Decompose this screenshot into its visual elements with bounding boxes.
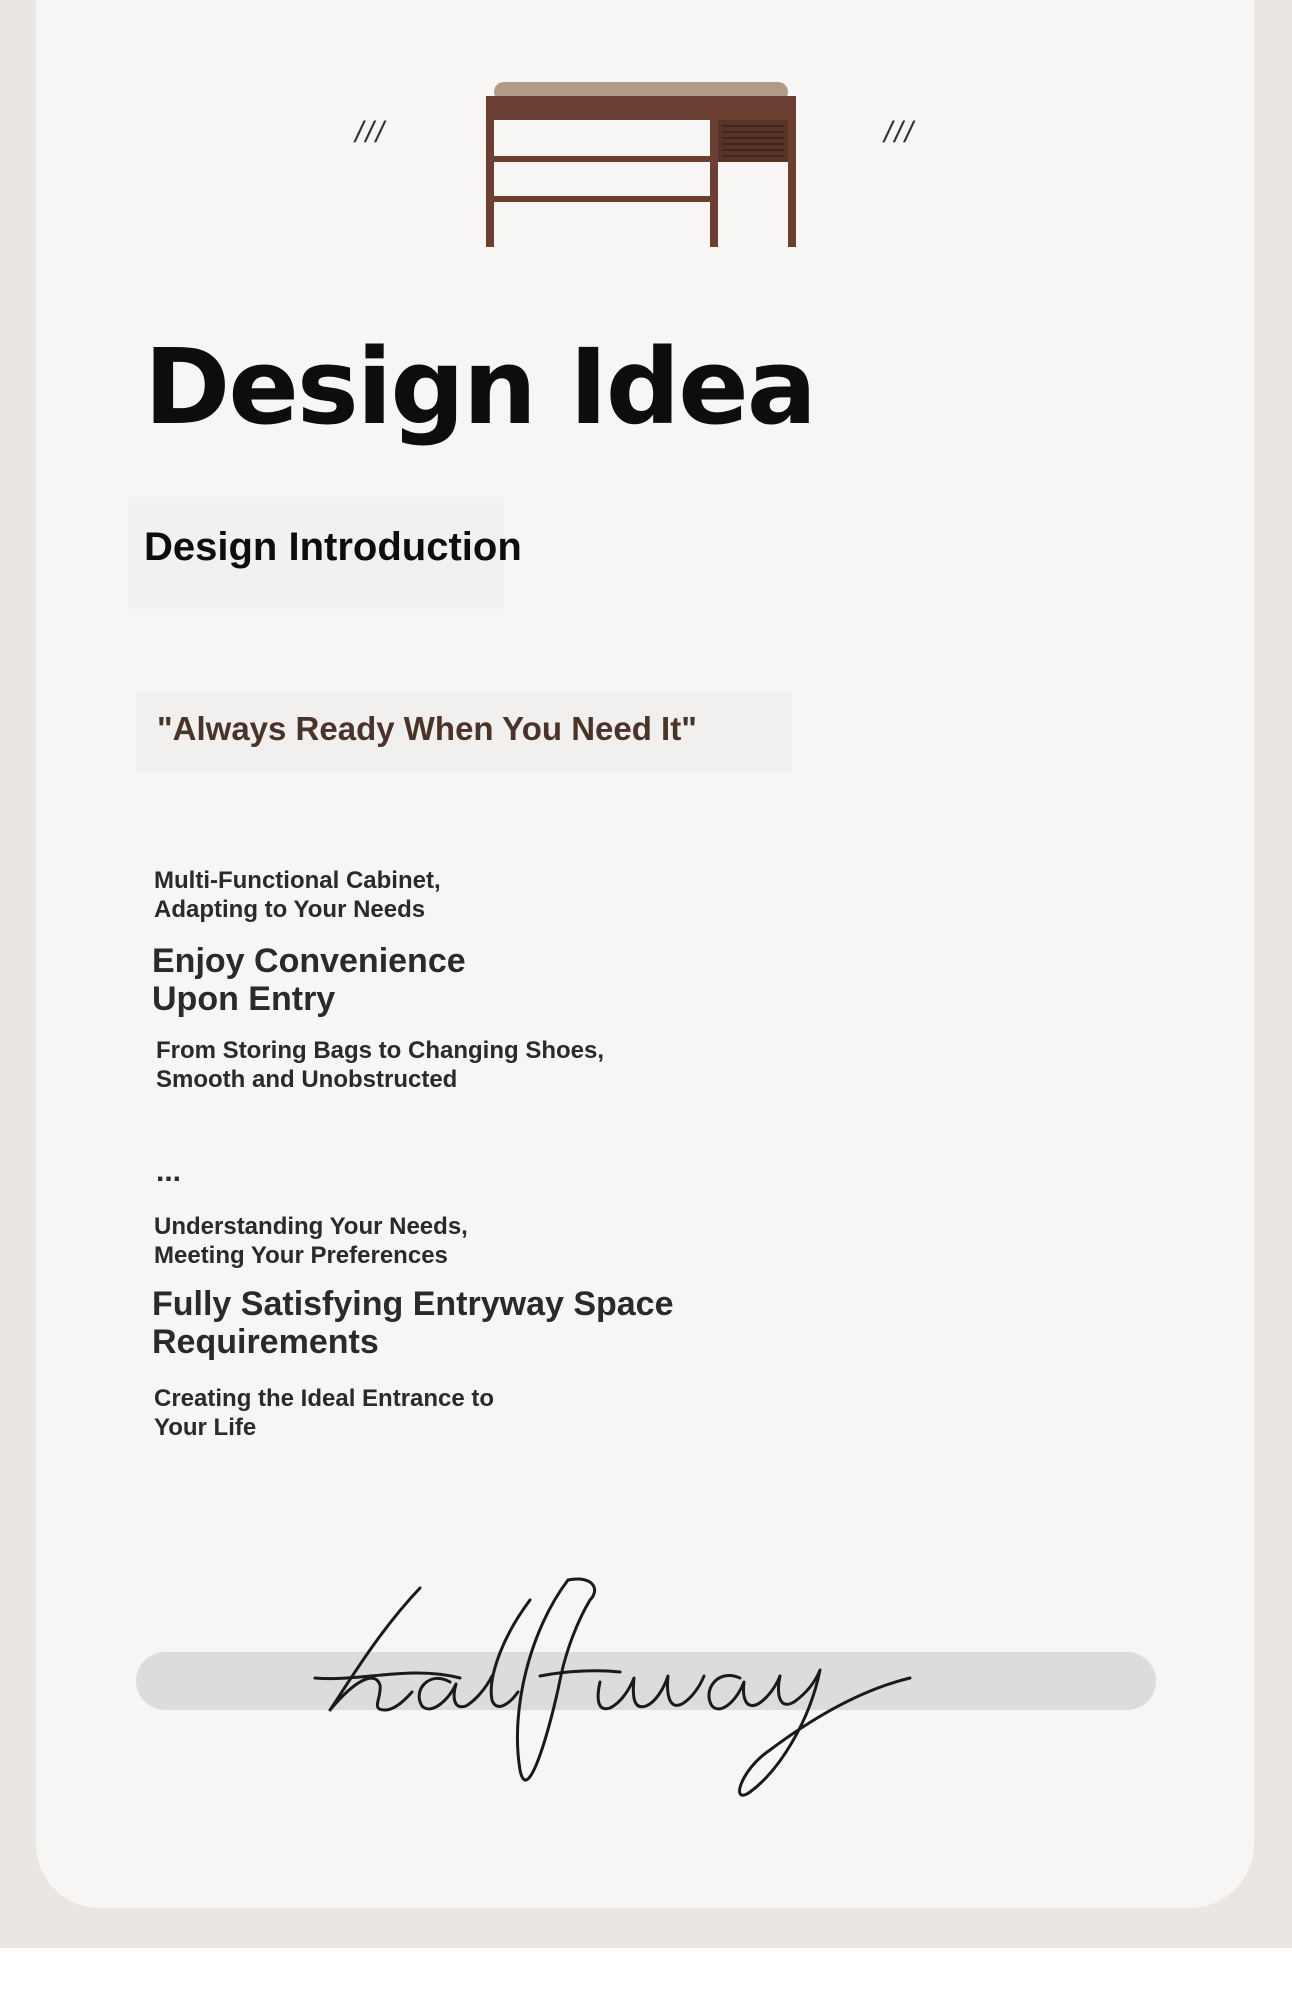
- section-subtitle: Design Introduction: [144, 525, 522, 569]
- feature-lead: [154, 1212, 468, 1270]
- feature-body-line: From Storing Bags to Changing Shoes,: [156, 1037, 605, 1064]
- feature-headline: [152, 1285, 674, 1361]
- desk-illustration-icon: [486, 82, 796, 247]
- halfway-signature-logo: [300, 1570, 950, 1800]
- feature-headline-line: Upon Entry: [152, 980, 336, 1018]
- page-title: Design Idea: [144, 326, 815, 448]
- slogan-quote: "Always Ready When You Need It": [157, 710, 697, 747]
- feature-lead-line: Adapting to Your Needs: [154, 896, 426, 923]
- ellipsis-separator: ...: [156, 1155, 182, 1188]
- feature-headline-line: Fully Satisfying Entryway Space: [152, 1285, 674, 1323]
- feature-headline: [152, 942, 466, 1018]
- decorative-slashes-left: ///: [355, 116, 387, 149]
- feature-body-line: Your Life: [154, 1414, 257, 1441]
- feature-body-line: Creating the Ideal Entrance to: [154, 1385, 495, 1412]
- feature-lead-line: Multi-Functional Cabinet,: [154, 867, 441, 894]
- decorative-slashes-right: ///: [884, 116, 916, 149]
- feature-headline-line: Requirements: [152, 1323, 379, 1361]
- feature-headline-line: Enjoy Convenience: [152, 942, 466, 980]
- feature-lead-line: Understanding Your Needs,: [154, 1213, 468, 1240]
- feature-lead: [154, 866, 441, 924]
- feature-body: [156, 1036, 604, 1094]
- feature-body-line: Smooth and Unobstructed: [156, 1066, 458, 1093]
- feature-body: [154, 1384, 494, 1442]
- feature-lead-line: Meeting Your Preferences: [154, 1242, 448, 1269]
